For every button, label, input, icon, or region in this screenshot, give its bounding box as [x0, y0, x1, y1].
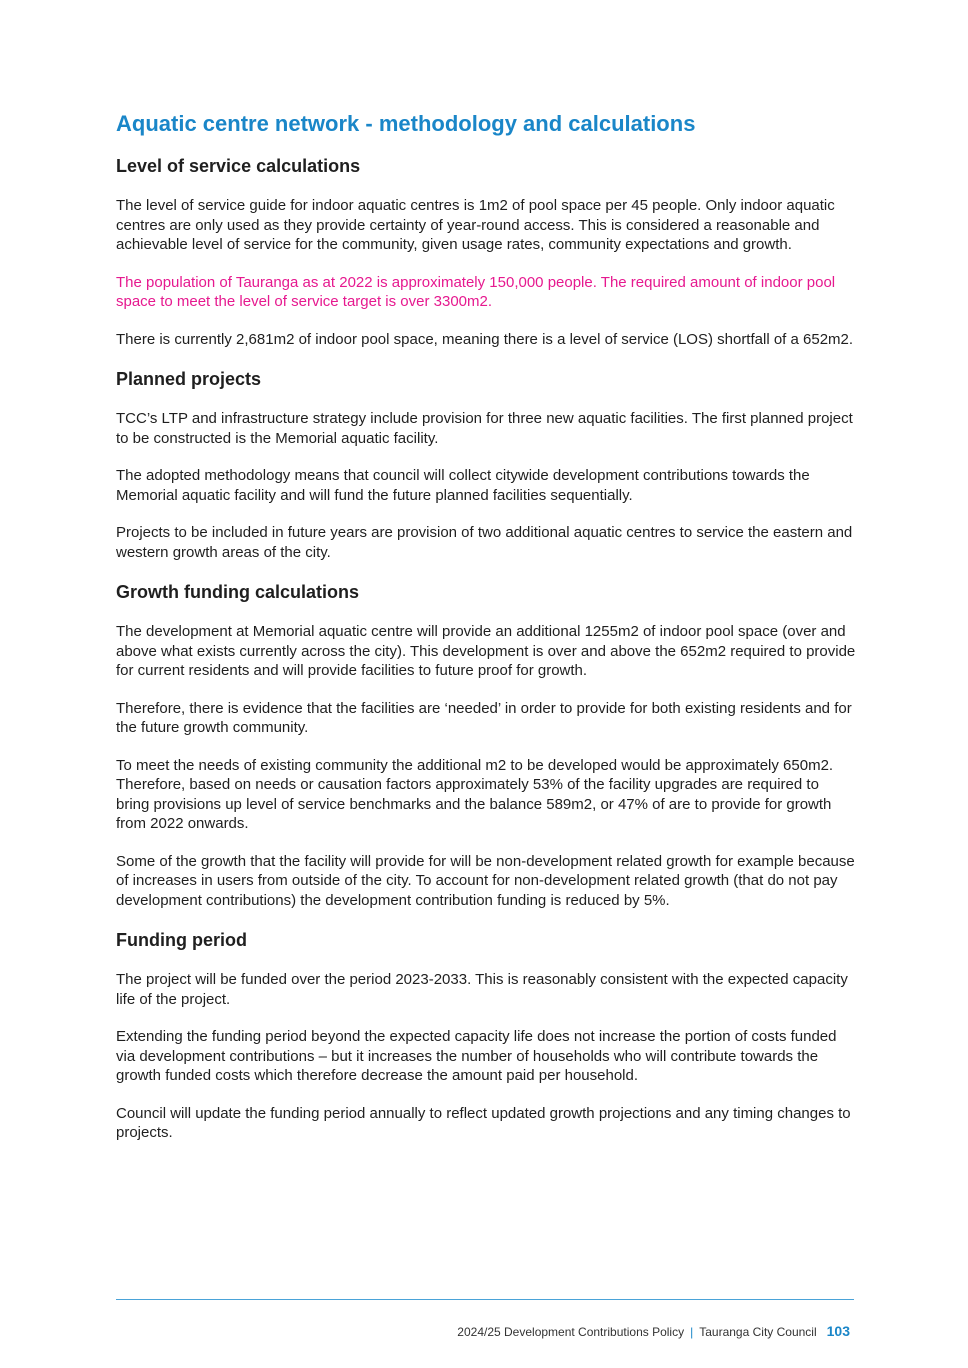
paragraph: Some of the growth that the facility will provide for will be non-development related growth for example because of increases in users from outside of the city. To account for non-development related growth (that do not pay development contributions) the development contribution funding is reduced by 5%. — [116, 852, 855, 909]
paragraph: To meet the needs of existing community the additional m2 to be developed would be approximately 650m2. Therefore, based on needs or causation factors approximately 53% of the facility upgrades are required to bring provisions up level of service benchmarks and the balance 589m2, or 47% of are to provide for growth from 2022 onwards. — [116, 756, 834, 832]
section-funding-period — [116, 928, 856, 1143]
paragraph: There is currently 2,681m2 of indoor pool space, meaning there is a level of service (LOS) shortfall of a 652m2. — [116, 330, 854, 348]
page-number: 103 — [826, 1323, 850, 1339]
section-planned-projects — [116, 367, 856, 562]
paragraph: The project will be funded over the period 2023-2033. This is reasonably consistent with the expected capacity life of the project. — [116, 971, 848, 1008]
page-title: Aquatic centre network - methodology and calculations — [116, 111, 696, 136]
page-footer — [457, 1322, 850, 1341]
paragraph: Projects to be included in future years are provision of two additional aquatic centres to service the eastern and western growth areas of the city. — [116, 524, 853, 561]
section-growth-funding — [116, 580, 856, 910]
section-level-of-service — [116, 154, 856, 349]
paragraph: TCC’s LTP and infrastructure strategy include provision for three new aquatic facilities. The first planned project to be constructed is the Memorial aquatic facility. — [116, 410, 853, 447]
section-heading: Funding period — [116, 930, 247, 950]
paragraph: The level of service guide for indoor aquatic centres is 1m2 of pool space per 45 people. Only indoor aquatic centres are only used as they provide certainty of year-round access. This is considered a reasonable and achievable level of service for the community, given usage rates, community expectations and growth. — [116, 197, 835, 253]
highlighted-paragraph: The population of Tauranga as at 2022 is approximately 150,000 people. The required amount of indoor pool space to meet the level of service target is over 3300m2. — [116, 273, 836, 310]
section-heading: Growth funding calculations — [116, 582, 359, 602]
paragraph: The adopted methodology means that council will collect citywide development contributions towards the Memorial aquatic facility and will fund the future planned facilities sequentially. — [116, 467, 810, 504]
paragraph: Extending the funding period beyond the expected capacity life does not increase the portion of costs funded via development contributions – but it increases the number of households who will contribute towards the growth funded costs which therefore decrease the amount paid per household. — [116, 1028, 837, 1084]
section-heading: Level of service calculations — [116, 156, 361, 176]
footer-document-name: 2024/25 Development Contributions Policy — [457, 1325, 685, 1339]
footer-organisation: Tauranga City Council — [699, 1325, 817, 1339]
paragraph: The development at Memorial aquatic centre will provide an additional 1255m2 of indoor pool space (over and above what exists currently across the city). This development is over and above the 652m2 required to provide for current residents and will provide facilities to future proof for growth. — [116, 623, 856, 679]
section-heading: Planned projects — [116, 369, 262, 389]
footer-divider — [116, 1299, 854, 1300]
footer-separator: | — [690, 1325, 694, 1339]
paragraph: Therefore, there is evidence that the facilities are ‘needed’ in order to provide for both existing residents and for the future growth community. — [116, 699, 852, 736]
document-body — [116, 154, 856, 1161]
paragraph: Council will update the funding period annually to reflect updated growth projections and any timing changes to projects. — [116, 1104, 851, 1141]
